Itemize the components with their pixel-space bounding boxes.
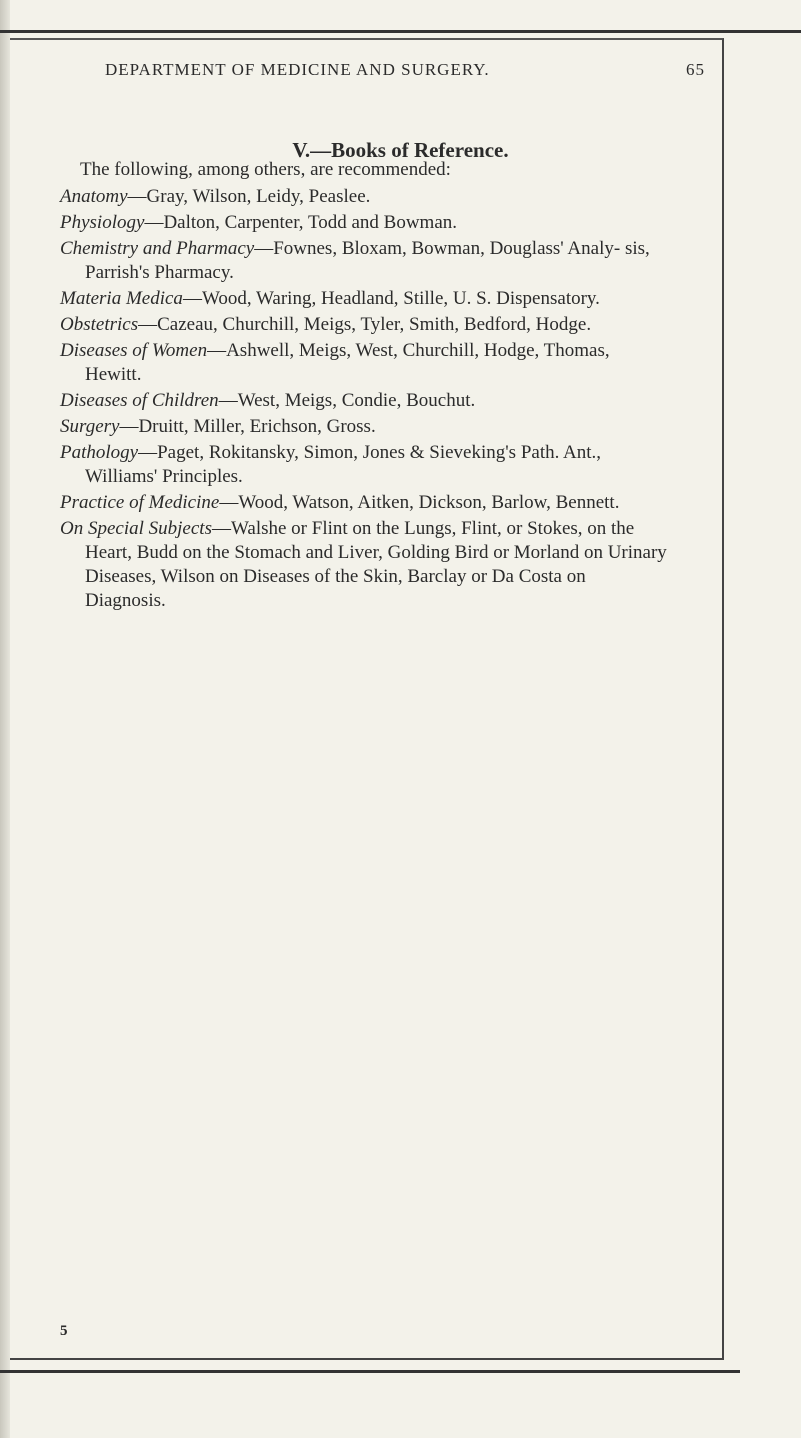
entries-container bbox=[60, 185, 670, 613]
entry-subject: Surgery bbox=[60, 416, 120, 437]
section-title: V.—Books of Reference. bbox=[292, 138, 509, 162]
entry-text: Paget, Rokitansky, Simon, Jones & Sieveking's Path. Ant., Williams' Principles. bbox=[85, 442, 602, 487]
reference-entry bbox=[60, 517, 670, 613]
page-number: 65 bbox=[686, 60, 705, 79]
reference-entry bbox=[60, 339, 670, 387]
reference-entry bbox=[60, 313, 670, 337]
book-list bbox=[60, 158, 670, 615]
signature-mark: 5 bbox=[60, 1323, 68, 1339]
reference-entry bbox=[60, 491, 670, 515]
entry-text: Wood, Waring, Headland, Stille, U. S. Dispensatory. bbox=[201, 288, 600, 309]
entry-text: Walshe or Flint on the Lungs, Flint, or Stokes, on the Heart, Budd on the Stomach and Liver, Golding Bird or Morland on Urinary Diseases, Wilson on Diseases of the Skin, Barclay or Da Costa on Diagnosis. bbox=[85, 518, 667, 611]
entry-text: Gray, Wilson, Leidy, Peaslee. bbox=[146, 186, 371, 207]
entry-dash: — bbox=[207, 340, 227, 361]
page-left-edge bbox=[0, 0, 10, 1438]
entry-subject: Materia Medica bbox=[60, 288, 183, 309]
entry-text: Dalton, Carpenter, Todd and Bowman. bbox=[163, 212, 458, 233]
entry-subject: Obstetrics bbox=[60, 314, 139, 335]
reference-entry bbox=[60, 237, 670, 285]
entry-text: Wood, Watson, Aitken, Dickson, Barlow, Bennett. bbox=[238, 492, 620, 513]
entry-text: West, Meigs, Condie, Bouchut. bbox=[237, 390, 476, 411]
entry-dash: — bbox=[138, 314, 158, 335]
entry-subject: Diseases of Children bbox=[60, 390, 219, 411]
bottom-rule bbox=[0, 1370, 740, 1373]
running-title: DEPARTMENT OF MEDICINE AND SURGERY. bbox=[105, 60, 490, 79]
entry-dash: — bbox=[182, 288, 202, 309]
reference-entry bbox=[60, 389, 670, 413]
entry-dash: — bbox=[218, 390, 238, 411]
reference-entry bbox=[60, 287, 670, 311]
entry-dash: — bbox=[127, 186, 147, 207]
entry-text: Cazeau, Churchill, Meigs, Tyler, Smith, Bedford, Hodge. bbox=[157, 314, 592, 335]
reference-entry bbox=[60, 185, 670, 209]
reference-entry bbox=[60, 211, 670, 235]
entry-subject: Chemistry and Pharmacy bbox=[60, 238, 255, 259]
entry-dash: — bbox=[219, 492, 239, 513]
entry-dash: — bbox=[254, 238, 274, 259]
entry-subject: Pathology bbox=[60, 442, 139, 463]
reference-entry bbox=[60, 441, 670, 489]
entry-dash: — bbox=[144, 212, 164, 233]
reference-entry bbox=[60, 415, 670, 439]
entry-dash: — bbox=[119, 416, 139, 437]
entry-text: Druitt, Miller, Erichson, Gross. bbox=[138, 416, 376, 437]
entry-subject: Anatomy bbox=[60, 186, 128, 207]
entry-dash: — bbox=[138, 442, 158, 463]
entry-dash: — bbox=[211, 518, 231, 539]
top-rule bbox=[0, 30, 801, 33]
entry-subject: Practice of Medicine bbox=[60, 492, 220, 513]
entry-subject: Diseases of Women bbox=[60, 340, 208, 361]
intro-text: The following, among others, are recommended: bbox=[80, 159, 451, 180]
entry-subject: Physiology bbox=[60, 212, 145, 233]
entry-text: Ashwell, Meigs, West, Churchill, Hodge, Thomas, Hewitt. bbox=[85, 340, 610, 385]
entry-subject: On Special Subjects bbox=[60, 518, 212, 539]
entry-text: Fownes, Bloxam, Bowman, Douglass' Analy- sis, Parrish's Pharmacy. bbox=[85, 238, 650, 283]
